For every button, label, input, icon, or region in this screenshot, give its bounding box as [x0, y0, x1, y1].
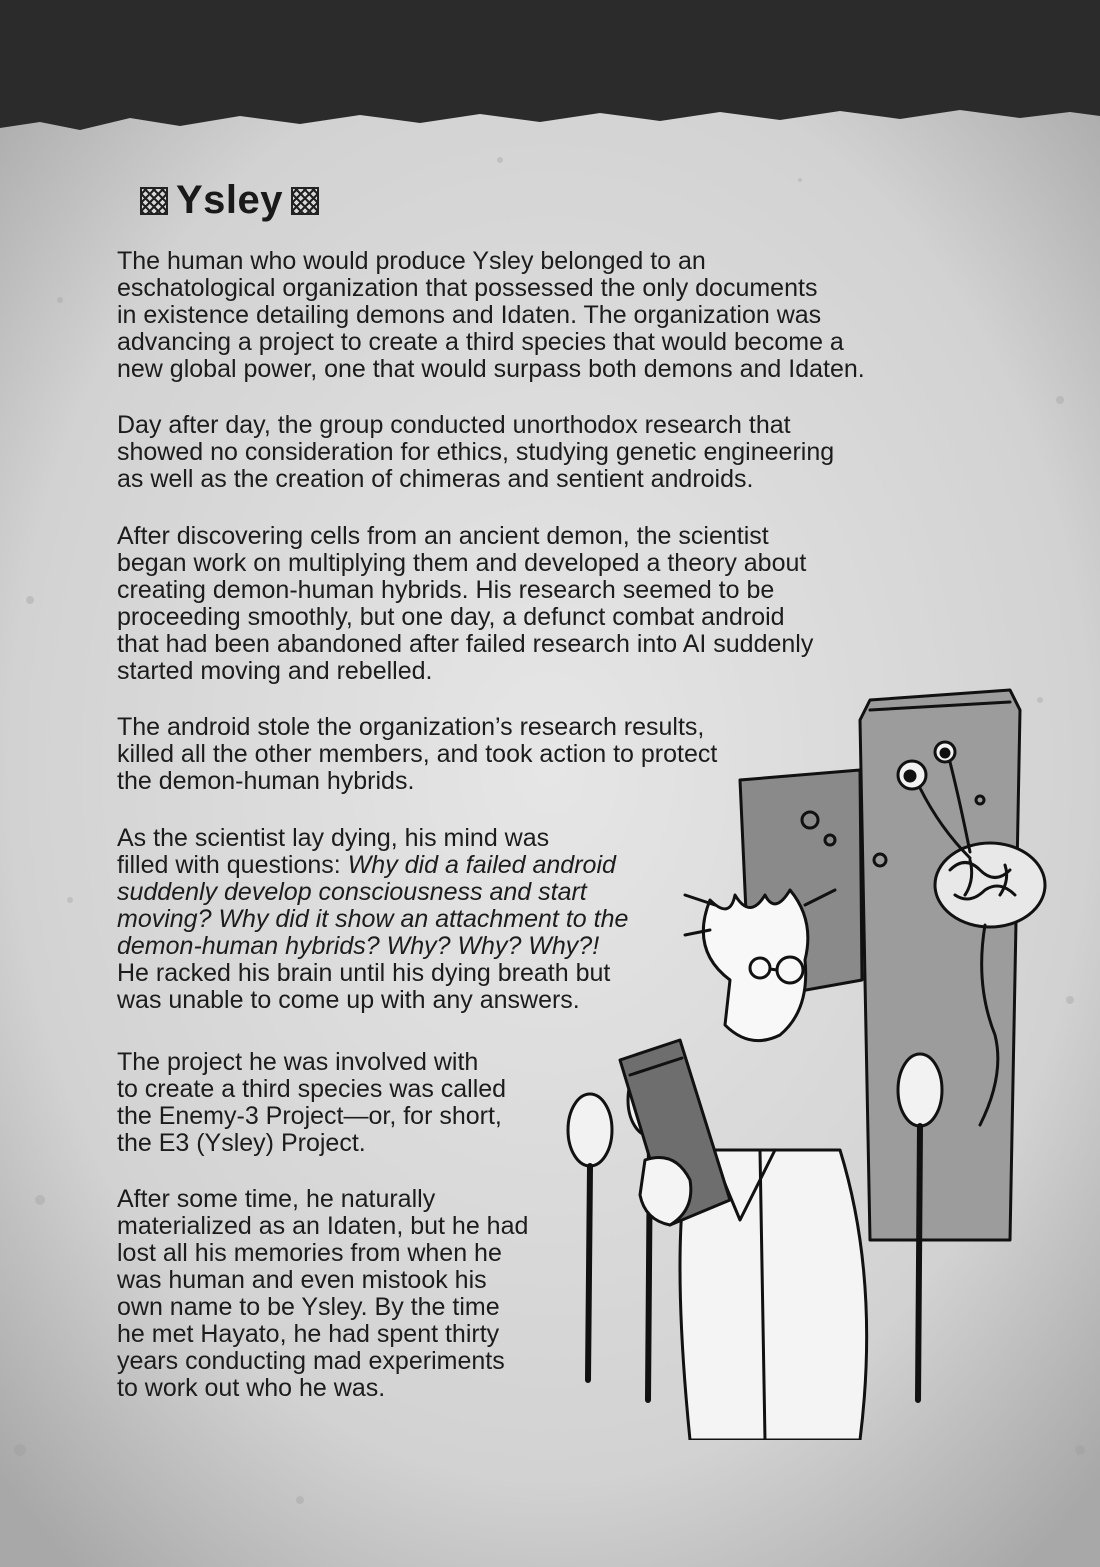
text-line: lost all his memories from when he	[117, 1239, 502, 1267]
text-line: showed no consideration for ethics, studying genetic engineering	[117, 438, 835, 466]
text-line: After discovering cells from an ancient demon, the scientist	[117, 522, 769, 550]
text-line: as well as the creation of chimeras and sentient androids.	[117, 465, 754, 493]
text-line: materialized as an Idaten, but he had	[117, 1212, 529, 1240]
text-line: The android stole the organization’s research results,	[117, 713, 705, 741]
text-line: began work on multiplying them and developed a theory about	[117, 549, 807, 577]
text-line: As the scientist lay dying, his mind was	[117, 824, 550, 852]
paragraph-1	[117, 248, 865, 383]
text-line: in existence detailing demons and Idaten. The organization was	[117, 301, 822, 329]
text-line: the Enemy-3 Project—or, for short,	[117, 1102, 502, 1130]
text-line: to create a third species was called	[117, 1075, 507, 1103]
text-line: proceeding smoothly, but one day, a defunct combat android	[117, 603, 785, 631]
page-title: Ysley	[176, 178, 284, 222]
text-line: he met Hayato, he had spent thirty	[117, 1320, 500, 1348]
italic-text-line: suddenly develop consciousness and start	[117, 878, 587, 906]
text-line: The project he was involved with	[117, 1048, 479, 1076]
text-line: the demon-human hybrids.	[117, 767, 415, 795]
lab-tank	[860, 690, 1020, 1240]
text-line: killed all the other members, and took action to protect	[117, 740, 718, 768]
paragraph-2	[117, 412, 834, 493]
text-line: years conducting mad experiments	[117, 1347, 505, 1375]
text-line: eschatological organization that possessed the only documents	[117, 274, 818, 302]
text-line: started moving and rebelled.	[117, 657, 433, 685]
text-line: to work out who he was.	[117, 1374, 386, 1402]
text-line: He racked his brain until his dying breath but	[117, 959, 611, 987]
text-line: own name to be Ysley. By the time	[117, 1293, 500, 1321]
text-line: was unable to come up with any answers.	[117, 986, 580, 1014]
scientist-illustration	[540, 680, 1100, 1440]
paragraph-3	[117, 523, 813, 685]
text-line: that had been abandoned after failed research into AI suddenly	[117, 630, 814, 658]
paragraph-7	[117, 1186, 528, 1402]
knot-ornament-icon	[291, 187, 319, 215]
text-line: Day after day, the group conducted unorthodox research that	[117, 411, 791, 439]
italic-text: Why did a failed android	[347, 851, 616, 879]
title-row	[140, 178, 319, 223]
text-line: creating demon-human hybrids. His research seemed to be	[117, 576, 775, 604]
text-line: After some time, he naturally	[117, 1185, 436, 1213]
text-line: the E3 (Ysley) Project.	[117, 1129, 366, 1157]
italic-text-line: demon-human hybrids? Why? Why? Why?!	[117, 932, 600, 960]
knot-ornament-icon	[140, 187, 168, 215]
text-line: was human and even mistook his	[117, 1266, 487, 1294]
text-line: The human who would produce Ysley belonged to an	[117, 247, 706, 275]
italic-text-line: moving? Why did it show an attachment to the	[117, 905, 629, 933]
text-line: advancing a project to create a third species that would become a	[117, 328, 844, 356]
text-line: new global power, one that would surpass both demons and Idaten.	[117, 355, 865, 383]
text-segment: filled with questions:	[117, 851, 341, 879]
paragraph-6	[117, 1049, 506, 1157]
